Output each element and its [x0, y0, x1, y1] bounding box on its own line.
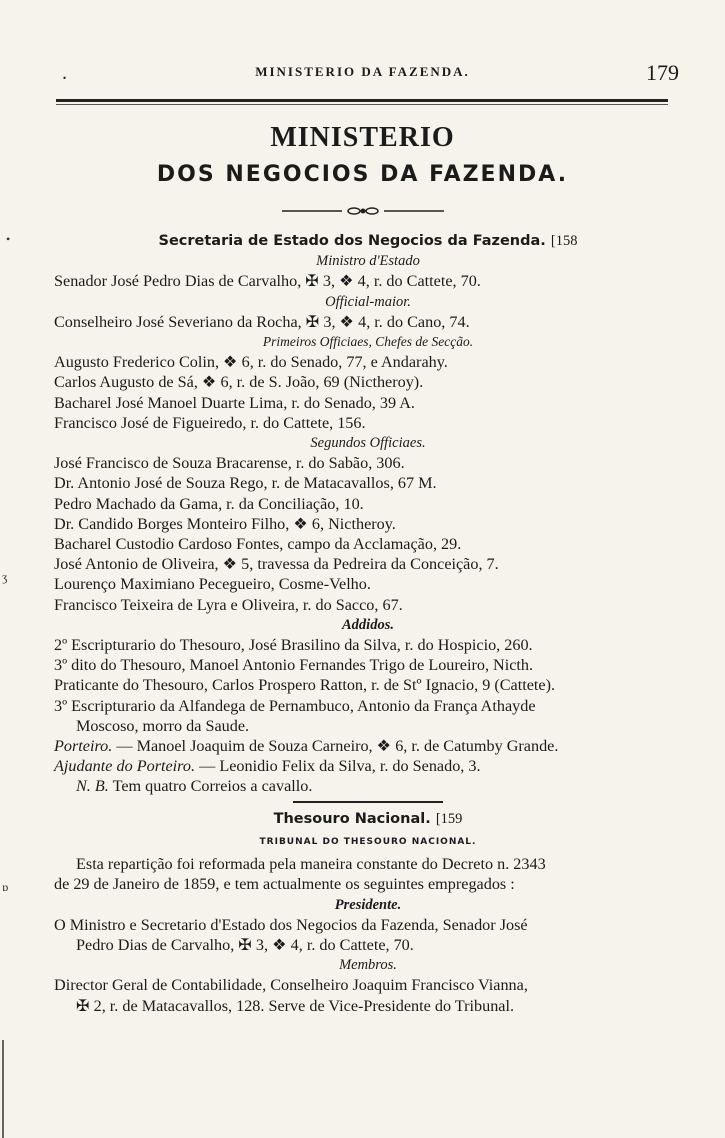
margin-binding-mark — [0, 1040, 8, 1138]
membros-line1: Director Geral de Contabilidade, Conselheiro Joaquim Francisco Vianna, — [54, 976, 528, 995]
list-item: Carlos Augusto de Sá, ❖ 6, r. de S. João, 69 (Nictheroy). — [54, 373, 424, 392]
ajudante-line — [54, 756, 682, 776]
list-item: Augusto Frederico Colin, ❖ 6, r. do Senado, 77, e Andarahy. — [54, 353, 448, 372]
list-item: Pedro Machado da Gama, r. da Conciliação, 10. — [54, 494, 364, 513]
list-item: José Francisco de Souza Bracarense, r. do Sabão, 306. — [54, 454, 405, 473]
official-label: Official-maior. — [325, 293, 411, 310]
list-item: Moscoso, morro da Saude. — [76, 716, 250, 735]
ministro-label: Ministro d'Estado — [316, 253, 420, 270]
ministro-line: Senador José Pedro Dias de Carvalho, ✠ 3, ❖ 4, r. do Cattete, 70. — [54, 272, 481, 291]
intro-line2: de 29 de Janeiro de 1859, e tem actualmente os seguintes empregados : — [54, 875, 515, 894]
margin-mark: ʒ — [2, 570, 8, 584]
list-item: Bacharel José Manoel Duarte Lima, r. do Senado, 39 A. — [54, 393, 415, 412]
addidos-label: Addidos. — [342, 616, 394, 633]
list-item: Lourenço Maximiano Pecegueiro, Cosme-Velho. — [54, 575, 371, 594]
header-rule — [56, 99, 668, 102]
membros-label: Membros. — [339, 957, 397, 974]
intro-line1: Esta repartição foi reformada pela maneira constante do Decreto n. 2343 — [76, 855, 546, 874]
title-line1: MINISTERIO — [270, 122, 455, 153]
list-item: 2º Escripturario do Thesouro, José Brasilino da Silva, r. do Hospicio, 260. — [54, 636, 533, 655]
presidente-label: Presidente. — [334, 896, 402, 913]
margin-mark: ɒ — [2, 880, 9, 894]
page-number: 179 — [646, 60, 679, 85]
margin-mark: • — [6, 232, 11, 246]
title-line2: DOS NEGOCIOS DA FAZENDA. — [156, 162, 569, 187]
list-item: Francisco Teixeira de Lyra e Oliveira, r. do Sacco, 67. — [54, 595, 403, 614]
ajudante-label: Ajudante do Porteiro. — [54, 757, 196, 776]
list-item: 3º dito do Thesouro, Manoel Antonio Fernandes Trigo de Loureiro, Nicth. — [54, 656, 534, 675]
nb-label: N. B. — [76, 777, 109, 796]
nb-line — [54, 776, 682, 796]
list-item: Praticante do Thesouro, Carlos Prospero Ratton, r. de Stº Ignacio, 9 (Cattete). — [54, 676, 556, 695]
list-item: 3º Escripturario da Alfandega de Pernambuco, Antonio da França Athayde — [54, 696, 536, 715]
thesouro-heading: Thesouro Nacional. [159 — [273, 810, 463, 827]
list-item: Dr. Antonio José de Souza Rego, r. de Matacavallos, 67 M. — [54, 474, 437, 493]
margin-dot: . — [62, 62, 67, 84]
list-item: Francisco José de Figueiredo, r. do Cattete, 156. — [54, 413, 366, 432]
running-title: MINISTERIO DA FAZENDA. — [255, 64, 470, 79]
list-item: José Antonio de Oliveira, ❖ 5, travessa da Pedreira da Conceição, 7. — [54, 555, 499, 574]
tribunal-heading: TRIBUNAL DO THESOURO NACIONAL. — [259, 836, 477, 847]
secretaria-heading: Secretaria de Estado dos Negocios da Fazenda. [158 — [158, 233, 578, 249]
presidente-line1: O Ministro e Secretario d'Estado dos Negocios da Fazenda, Senador José — [54, 915, 528, 934]
membros-line2: ✠ 2, r. de Matacavallos, 128. Serve de Vice-Presidente do Tribunal. — [76, 996, 515, 1015]
presidente-line2: Pedro Dias de Carvalho, ✠ 3, ❖ 4, r. do Cattete, 70. — [76, 935, 414, 954]
document-body — [54, 231, 682, 1016]
primeiros-label: Primeiros Officiaes, Chefes de Secção. — [262, 334, 474, 350]
porteiro-line — [54, 736, 682, 756]
list-item: Dr. Candido Borges Monteiro Filho, ❖ 6, Nictheroy. — [54, 514, 396, 533]
list-item: Bacharel Custodio Cardoso Fontes, campo da Acclamação, 29. — [54, 535, 462, 554]
nb-text: Tem quatro Correios a cavallo. — [112, 777, 313, 796]
porteiro-text: — Manoel Joaquim de Souza Carneiro, ❖ 6, r. de Catumby Grande. — [116, 737, 559, 756]
porteiro-label: Porteiro. — [54, 737, 113, 756]
official-line: Conselheiro José Severiano da Rocha, ✠ 3, ❖ 4, r. do Cano, 74. — [54, 312, 470, 331]
header-rule-thin — [56, 104, 668, 105]
segundos-label: Segundos Officiaes. — [310, 435, 426, 452]
section-rule — [293, 801, 443, 803]
ornament-divider — [282, 207, 444, 215]
ajudante-text: — Leonidio Felix da Silva, r. do Senado, 3. — [199, 757, 481, 776]
